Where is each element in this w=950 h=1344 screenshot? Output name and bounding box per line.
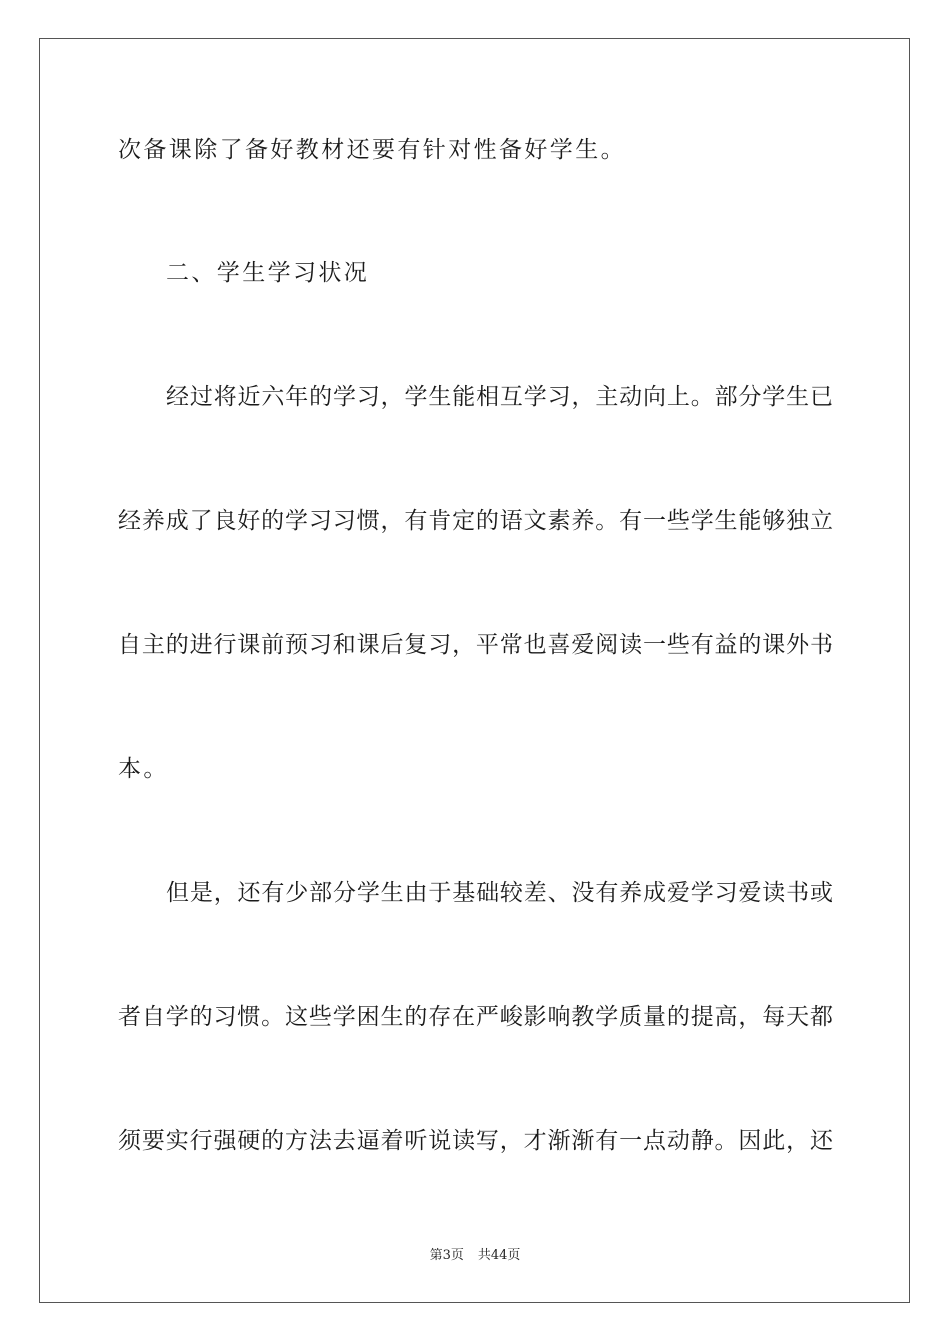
page-footer: [0, 1247, 950, 1265]
paragraph-1-line-4: 本。: [118, 756, 169, 782]
page-number: 第3页: [429, 1248, 464, 1263]
paragraph-1-line-2: 经养成了良好的学习习惯，有肯定的语文素养。有一些学生能够独立: [118, 508, 833, 534]
section-heading: 二、学生学习状况: [166, 260, 370, 286]
body-text-line-continuation: 次备课除了备好教材还要有针对性备好学生。: [118, 137, 626, 163]
paragraph-2-line-3: 须要实行强硬的方法去逼着听说读写，才渐渐有一点动静。因此，还: [118, 1128, 833, 1154]
paragraph-2-line-2: 者自学的习惯。这些学困生的存在严峻影响教学质量的提高，每天都: [118, 1004, 833, 1030]
page-border: [39, 38, 910, 1303]
paragraph-1-line-1: 经过将近六年的学习，学生能相互学习，主动向上。部分学生已: [166, 384, 833, 410]
paragraph-1-line-3: 自主的进行课前预习和课后复习，平常也喜爱阅读一些有益的课外书: [118, 632, 833, 658]
paragraph-2-line-1: 但是，还有少部分学生由于基础较差、没有养成爱学习爱读书或: [166, 880, 833, 906]
page-total: 共44页: [477, 1248, 521, 1263]
